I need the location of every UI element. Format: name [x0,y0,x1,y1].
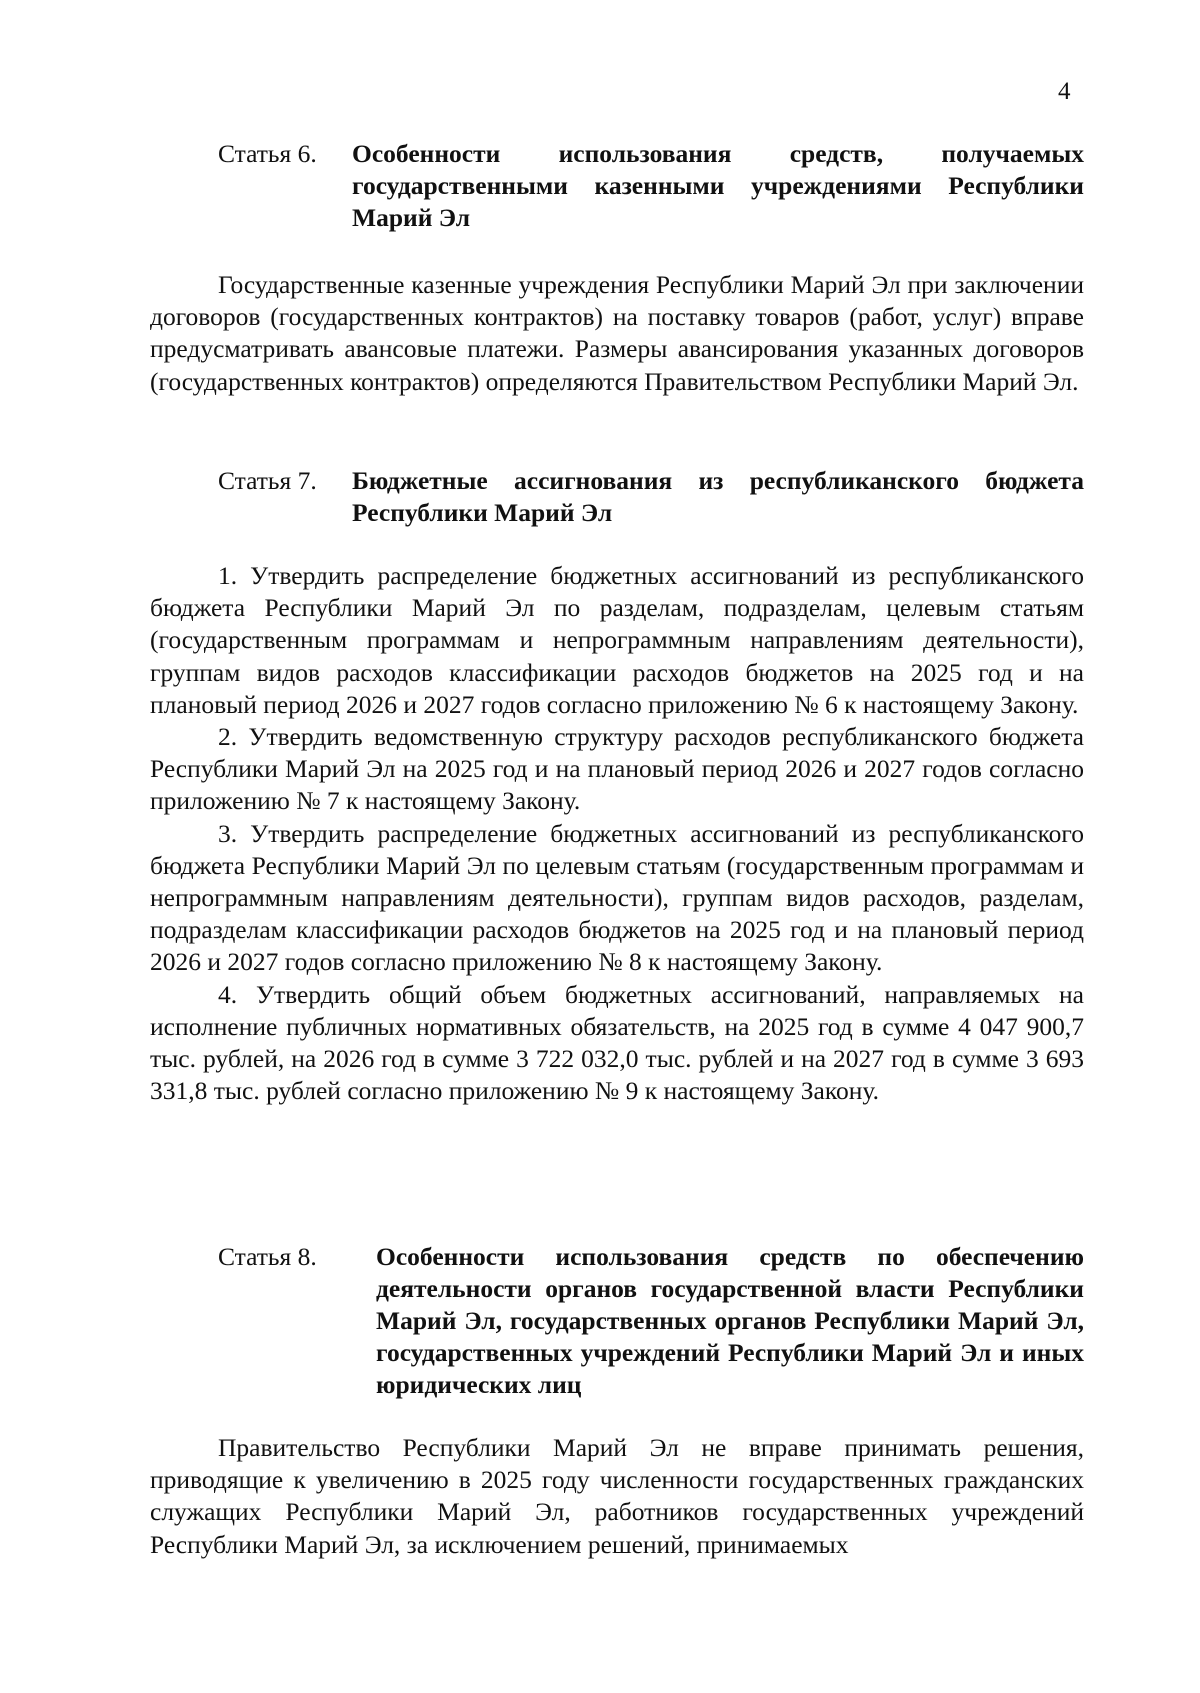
article-7-heading [218,465,1084,529]
article-7-title: Бюджетные ассигнования из республиканского бюджета Республики Марий Эл [352,466,1084,527]
article-6-label: Статья 6. [218,139,317,168]
article-8-body [150,1432,1084,1561]
page-number: 4 [1058,78,1071,105]
article-8-title: Особенности использования средств по обеспечению деятельности органов государственной власти Республики Марий Эл, государственных органов Республики Марий Эл, государственных учреждений Республики Марий Эл и иных юридических лиц [376,1242,1084,1399]
article-7-paragraph-4: 4. Утвердить общий объем бюджетных ассигнований, направляемых на исполнение публичных нормативных обязательств, на 2025 год в сумме 4 047 900,7 тыс. рублей, на 2026 год в сумме 3 722 032,0 тыс. рублей и на 2027 год в сумме 3 693 331,8 тыс. рублей согласно приложению № 9 к настоящему Закону. [150,979,1084,1106]
article-6-paragraph: Государственные казенные учреждения Республики Марий Эл при заключении договоров (государственных контрактов) на поставку товаров (работ, услуг) вправе предусматривать авансовые платежи. Размеры авансирования указанных договоров (государственных контрактов) определяются Правительством Республики Марий Эл. [150,270,1084,396]
article-6-title: Особенности использования средств, получаемых государственными казенными учреждениями Республики Марий Эл [352,139,1084,232]
article-6-heading [218,138,1084,234]
article-7-paragraph-1: 1. Утвердить распределение бюджетных ассигнований из республиканского бюджета Республики Марий Эл по разделам, подразделам, целевым статьям (государственным программам и непрограммным направлениям деятельности), группам видов расходов классификации расходов бюджетов на 2025 год и на плановый период 2026 и 2027 годов согласно приложению № 6 к настоящему Закону. [150,561,1084,719]
article-8-paragraph: Правительство Республики Марий Эл не вправе принимать решения, приводящие к увеличению в 2025 году численности государственных гражданских служащих Республики Марий Эл, работников государственных учреждений Республики Марий Эл, за исключением решений, принимаемых [150,1433,1084,1559]
article-6-body [150,269,1084,398]
article-7-body [150,560,1084,1107]
article-7-label: Статья 7. [218,466,317,495]
article-8-heading [218,1241,1084,1401]
article-7-paragraph-2: 2. Утвердить ведомственную структуру расходов республиканского бюджета Республики Марий Эл на 2025 год и на плановый период 2026 и 2027 годов согласно приложению № 7 к настоящему Закону. [150,722,1084,816]
article-8-label: Статья 8. [218,1242,317,1271]
article-7-paragraph-3: 3. Утвердить распределение бюджетных ассигнований из республиканского бюджета Республики Марий Эл по целевым статьям (государственным программам и непрограммным направлениям деятельности), группам видов расходов, разделам, подразделам классификации расходов бюджетов на 2025 год и на плановый период 2026 и 2027 годов согласно приложению № 8 к настоящему Закону. [150,818,1084,977]
